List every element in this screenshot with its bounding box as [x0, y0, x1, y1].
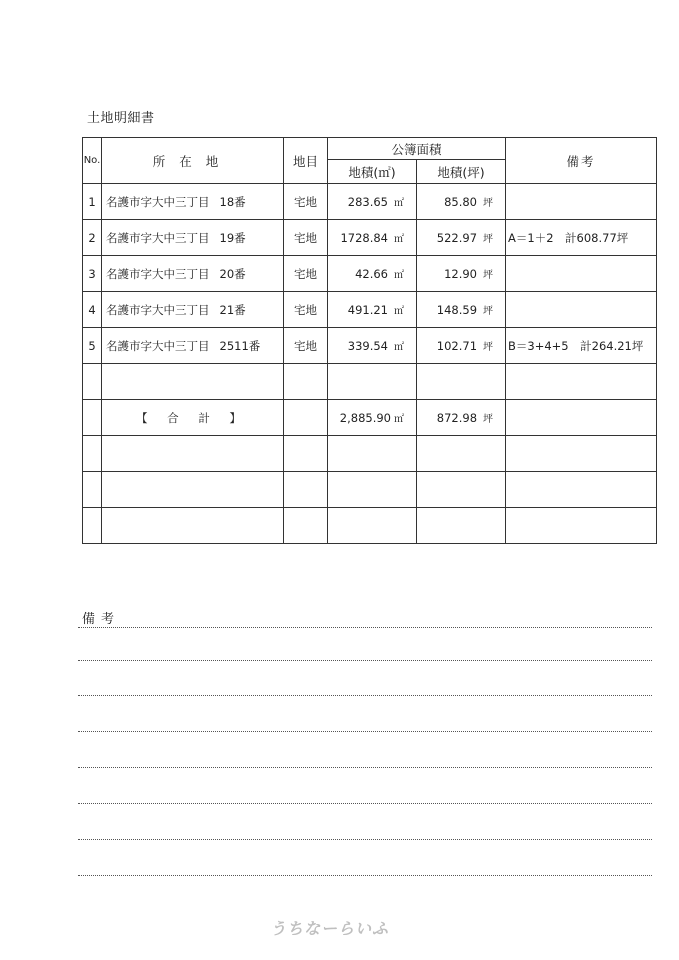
area-tsubo-value: 102.71 [436, 339, 478, 353]
row-category: 宅地 [284, 256, 328, 292]
row-area-m2 [328, 328, 417, 364]
area-tsubo-unit: 坪 [483, 234, 494, 245]
row-location [102, 220, 284, 256]
header-no: No. [83, 138, 102, 184]
total-m2-unit: ㎡ [394, 414, 404, 425]
row-remarks [506, 184, 657, 220]
table-row [83, 328, 657, 364]
row-area-m2 [328, 184, 417, 220]
table-row-blank [83, 508, 657, 544]
header-remarks: 備考 [506, 138, 657, 184]
row-location [102, 256, 284, 292]
row-remarks: A＝1＋2 計608.77坪 [506, 220, 657, 256]
row-lot: 21番 [219, 302, 246, 317]
area-tsubo-unit: 坪 [483, 270, 494, 281]
table-header-row [83, 138, 657, 160]
row-area-tsubo [417, 220, 506, 256]
row-remarks [506, 256, 657, 292]
table-row [83, 184, 657, 220]
row-lot: 19番 [219, 230, 246, 245]
row-area-m2 [328, 256, 417, 292]
area-m2-value: 42.66 [355, 267, 388, 281]
total-tsubo-value: 872.98 [436, 411, 478, 425]
total-area-tsubo [417, 400, 506, 436]
area-m2-unit: ㎡ [394, 342, 404, 353]
row-lot: 18番 [219, 194, 246, 209]
remarks-line [78, 839, 652, 840]
area-m2-value: 1728.84 [340, 231, 388, 245]
remarks-line [78, 731, 652, 732]
table-row-blank [83, 472, 657, 508]
area-tsubo-value: 85.80 [444, 195, 478, 209]
header-area-tsubo: 地積(坪) [417, 160, 506, 184]
remarks-line [78, 875, 652, 876]
row-area-m2 [328, 292, 417, 328]
total-tsubo-unit: 坪 [483, 414, 494, 425]
header-location: 所在地 [102, 138, 284, 184]
row-location [102, 292, 284, 328]
remarks-heading: 備考 [82, 612, 121, 627]
row-category: 宅地 [284, 328, 328, 364]
row-area-tsubo [417, 256, 506, 292]
area-tsubo-unit: 坪 [483, 306, 494, 317]
row-no: 2 [83, 220, 102, 256]
area-m2-value: 491.21 [347, 303, 388, 317]
row-remarks: B＝3+4+5 計264.21坪 [506, 328, 657, 364]
watermark-logo: うちなーらいふ [270, 919, 390, 938]
row-area-m2 [328, 220, 417, 256]
row-no: 5 [83, 328, 102, 364]
row-location [102, 328, 284, 364]
table-row-total [83, 400, 657, 436]
row-area-tsubo [417, 292, 506, 328]
area-tsubo-value: 148.59 [436, 303, 478, 317]
document-title: 土地明細書 [87, 111, 155, 126]
area-m2-unit: ㎡ [394, 306, 404, 317]
header-registry-area: 公簿面積 [328, 138, 506, 160]
remarks-line [78, 695, 652, 696]
area-m2-value: 339.54 [347, 339, 388, 353]
row-lot: 20番 [219, 266, 246, 281]
row-category: 宅地 [284, 292, 328, 328]
row-no: 4 [83, 292, 102, 328]
row-no: 3 [83, 256, 102, 292]
area-m2-unit: ㎡ [394, 198, 404, 209]
row-category: 宅地 [284, 184, 328, 220]
area-tsubo-value: 12.90 [444, 267, 478, 281]
row-location [102, 184, 284, 220]
area-m2-unit: ㎡ [394, 270, 404, 281]
total-area-m2 [328, 400, 417, 436]
table-row-blank [83, 436, 657, 472]
header-category: 地目 [284, 138, 328, 184]
area-tsubo-unit: 坪 [483, 342, 494, 353]
remarks-line [78, 660, 652, 661]
table-row [83, 256, 657, 292]
remarks-line [78, 627, 652, 628]
row-address: 名護市字大中三丁目 [106, 194, 210, 209]
row-address: 名護市字大中三丁目 [106, 266, 210, 281]
area-tsubo-unit: 坪 [483, 198, 494, 209]
row-area-tsubo [417, 328, 506, 364]
area-tsubo-value: 522.97 [436, 231, 478, 245]
total-label: 【 合 計 】 [102, 400, 284, 436]
row-lot: 2511番 [219, 338, 261, 353]
land-details-table [82, 137, 657, 544]
row-address: 名護市字大中三丁目 [106, 338, 210, 353]
remarks-line [78, 767, 652, 768]
table-row-blank [83, 364, 657, 400]
table-row [83, 292, 657, 328]
row-area-tsubo [417, 184, 506, 220]
row-category: 宅地 [284, 220, 328, 256]
area-m2-unit: ㎡ [394, 234, 404, 245]
row-no: 1 [83, 184, 102, 220]
table-row [83, 220, 657, 256]
area-m2-value: 283.65 [347, 195, 388, 209]
row-address: 名護市字大中三丁目 [106, 230, 210, 245]
header-area-m2: 地積(㎡) [328, 160, 417, 184]
row-remarks [506, 292, 657, 328]
remarks-line [78, 803, 652, 804]
total-m2-value: 2,885.90 [339, 411, 391, 425]
row-address: 名護市字大中三丁目 [106, 302, 210, 317]
